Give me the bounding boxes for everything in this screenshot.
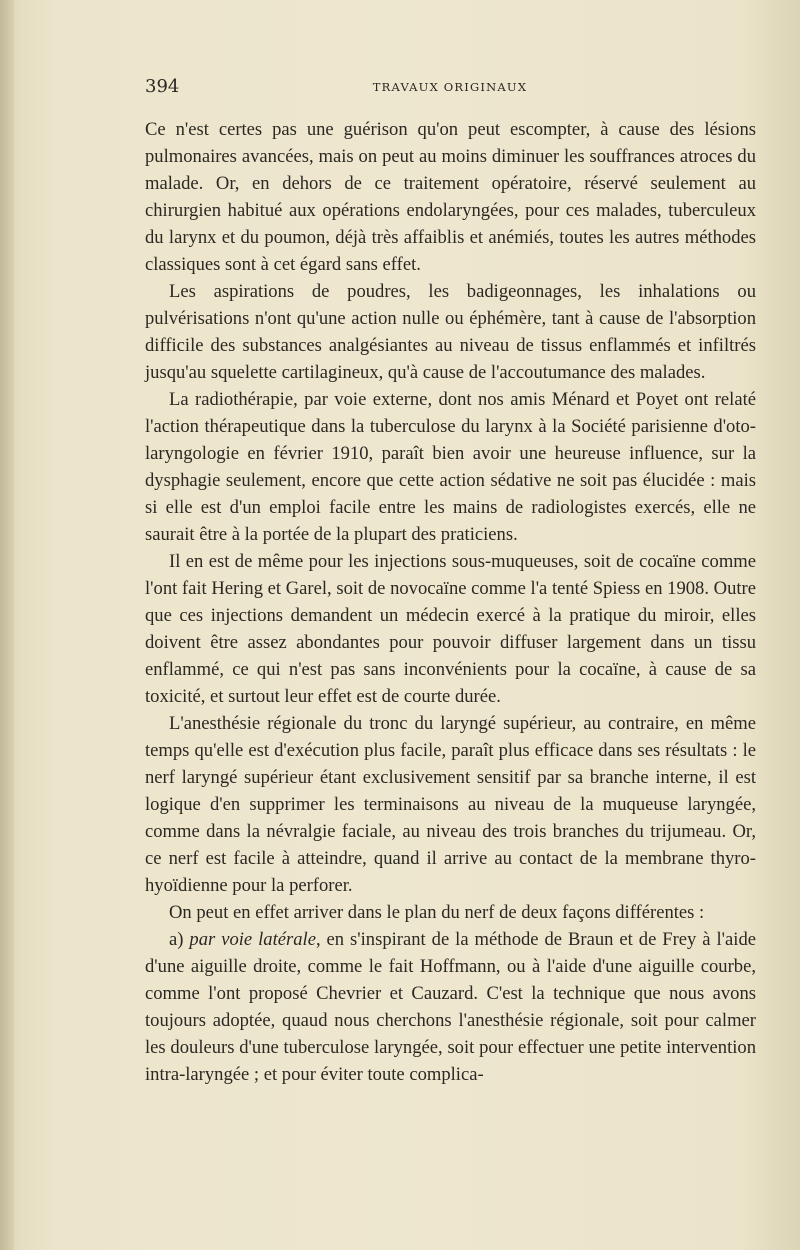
paragraph-text: , en s'inspirant de la méthode de Braun et de Frey à l'aide d'une aiguille droite, comme le fait Hoffmann, ou à l'aide d'une aiguille courbe, comme l'ont proposé Chevrier et Cauzard. C'est la technique que nous avons toujours adoptée, quaud nous cherchons l'anesthésie régionale, soit pour calmer les douleurs d'une tuberculose laryngée, soit pour effectuer une petite intervention intra-laryngée ; et pour éviter toute complica- bbox=[145, 929, 756, 1085]
binding-shadow bbox=[0, 0, 14, 1250]
paragraph: L'anesthésie régionale du tronc du laryngé supérieur, au contraire, en même temps qu'elle est d'exécution plus facile, paraît plus efficace dans ses résultats : le nerf laryngé supérieur étant exclusivement sensitif par sa branche interne, il est logique d'en supprimer les terminaisons au niveau de la muqueuse laryngée, comme dans la névralgie faciale, au niveau des trois branches du trijumeau. Or, ce nerf est facile à atteindre, quand il arrive au contact de la membrane thyro-hyoïdienne pour la perforer. bbox=[145, 713, 756, 896]
paragraph-method-a bbox=[145, 926, 756, 1088]
paragraph: On peut en effet arriver dans le plan du nerf de deux façons différentes : bbox=[169, 902, 705, 923]
page-number: 394 bbox=[145, 76, 180, 97]
body-text bbox=[145, 116, 756, 1088]
paragraph: La radiothérapie, par voie externe, dont nos amis Ménard et Poyet ont relaté l'action thérapeutique dans la tuberculose du larynx à la Société parisienne d'oto-laryngologie en février 1910, paraît bien avoir une heureuse influence, sur la dysphagie seulement, encore que cette action sédative ne soit pas élucidée : mais si elle est d'un emploi facile entre les mains de radiologistes exercés, elle ne saurait être à la portée de la plupart des praticiens. bbox=[145, 389, 756, 545]
paragraph: Ce n'est certes pas une guérison qu'on peut escompter, à cause des lésions pulmonaires avancées, mais on peut au moins diminuer les souffrances atroces du malade. Or, en dehors de ce traitement opératoire, réservé seulement au chirurgien habitué aux opérations endolaryngées, pour ces malades, tuberculeux du larynx et du poumon, déjà très affaiblis et anémiés, toutes les autres méthodes classiques sont à cet égard sans effet. bbox=[145, 119, 756, 275]
paragraph: Les aspirations de poudres, les badigeonnages, les inhalations ou pulvérisations n'ont qu'une action nulle ou éphémère, tant à cause de l'absorption difficile des substances analgésiantes au niveau de tissus enflammés et infiltrés jusqu'au squelette cartilagineux, qu'à cause de l'accoutumance des malades. bbox=[145, 281, 756, 383]
list-marker: a) bbox=[169, 929, 184, 950]
paragraph: Il en est de même pour les injections sous-muqueuses, soit de cocaïne comme l'ont fait Hering et Garel, soit de novocaïne comme l'a tenté Spiess en 1908. Outre que ces injections demandent un médecin exercé à la pratique du miroir, elles doivent être assez abondantes pour pouvoir diffuser largement dans un tissu enflammé, ce qui n'est pas sans inconvénients pour la cocaïne, à cause de sa toxicité, et surtout leur effet est de courte durée. bbox=[145, 551, 756, 707]
page-header bbox=[145, 76, 755, 100]
emphasis-text: par voie latérale bbox=[189, 929, 316, 950]
running-head: TRAVAUX ORIGINAUX bbox=[372, 80, 528, 94]
